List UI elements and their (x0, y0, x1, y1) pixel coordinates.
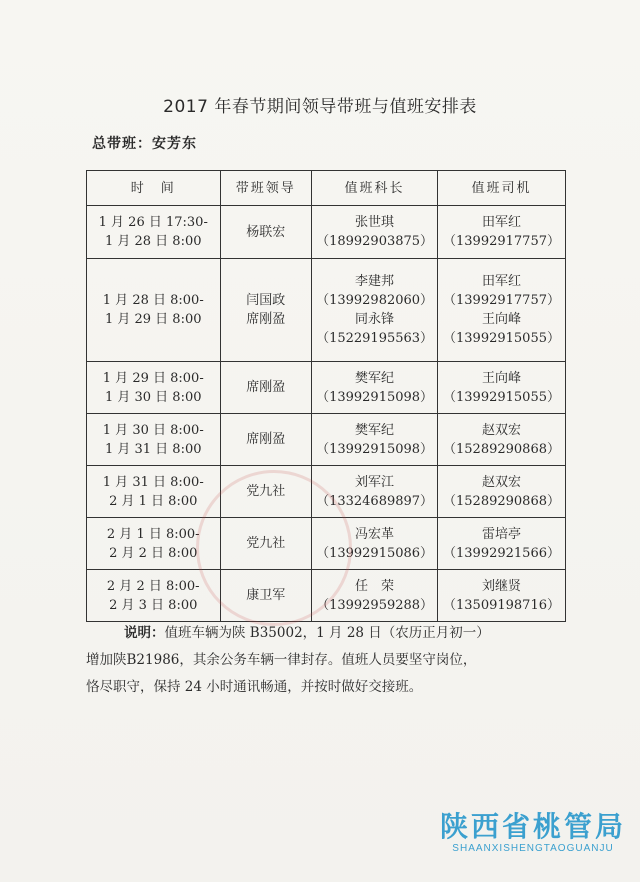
time-end: 2 月 1 日 8:00 (109, 493, 198, 509)
time-cell (87, 570, 221, 622)
leader-cell (220, 259, 312, 362)
document-title: 2017 年春节期间领导带班与值班安排表 (163, 97, 477, 117)
chief-name: 樊军纪 (355, 422, 395, 438)
chief-phone: （15229195563） (316, 331, 434, 346)
section-chief-cell (312, 414, 438, 466)
driver-phone: （13992921566） (443, 545, 560, 561)
time-end: 1 月 30 日 8:00 (104, 389, 202, 405)
note-line: 恪尽职守，保持 24 小时通讯畅通，并按时做好交接班。 (86, 679, 423, 695)
chief-phone: （13324689897） (316, 493, 434, 509)
leader-cell (220, 414, 312, 466)
header-driver: 值班司机 (438, 171, 566, 206)
time-cell (87, 259, 221, 362)
leader-name: 党九社 (246, 536, 286, 551)
time-start: 1 月 31 日 8:00- (102, 474, 204, 490)
time-start: 2 月 1 日 8:00- (106, 526, 200, 542)
note-lead: 说明： (124, 625, 165, 641)
chief-phone: （13992959288） (316, 597, 434, 613)
section-chief-cell (312, 570, 438, 622)
chief-phone: （18992903875） (316, 234, 434, 249)
driver-name: 田军红 (482, 274, 522, 289)
section-chief-cell (312, 466, 438, 518)
driver-name: 赵双宏 (482, 474, 522, 490)
leader-cell (220, 518, 312, 570)
driver-phone: （15289290868） (443, 441, 560, 457)
section-chief-cell (312, 362, 438, 414)
time-start: 1 月 30 日 8:00- (102, 422, 204, 438)
driver-phone: （13509198716） (443, 597, 560, 613)
chief-phone: （13992915098） (316, 441, 434, 457)
driver-cell (438, 518, 566, 570)
time-cell (87, 466, 221, 518)
driver-phone: （13992917757） (443, 293, 560, 308)
leader-name: 康卫军 (246, 588, 286, 603)
driver-name: 王向峰 (482, 312, 522, 327)
note-line: 值班车辆为陕 B35002，1 月 28 日（农历正月初一） (164, 625, 490, 641)
table-row (87, 414, 566, 466)
driver-cell (438, 259, 566, 362)
watermark-chinese: 陕西省桃管局 (439, 810, 626, 843)
chief-phone: （13992915086） (316, 545, 434, 561)
time-end: 1 月 28 日 8:00 (104, 234, 202, 249)
driver-cell (438, 466, 566, 518)
leader-cell (220, 466, 312, 518)
time-cell (87, 518, 221, 570)
header-leader: 带班领导 (220, 171, 312, 206)
leader-name: 席刚盈 (246, 380, 286, 395)
table-header-row (87, 171, 566, 206)
header-section-chief: 值班科长 (312, 171, 438, 206)
chief-on-duty: 总带班：安芳东 (92, 136, 197, 152)
driver-name: 田军红 (482, 215, 522, 230)
leader-name: 席刚盈 (246, 432, 286, 447)
time-start: 1 月 26 日 17:30- (98, 215, 208, 230)
driver-cell (438, 362, 566, 414)
leader-cell (220, 206, 312, 259)
driver-name: 雷培亭 (482, 526, 522, 542)
section-chief-cell (312, 518, 438, 570)
chief-name: 张世琪 (355, 215, 395, 230)
leader-cell (220, 362, 312, 414)
time-end: 2 月 2 日 8:00 (109, 545, 198, 561)
leader-name: 党九社 (246, 484, 286, 499)
time-start: 2 月 2 日 8:00- (106, 578, 200, 594)
table-row (87, 362, 566, 414)
driver-cell (438, 570, 566, 622)
driver-name: 刘继贤 (482, 578, 522, 594)
time-end: 2 月 3 日 8:00 (109, 597, 198, 613)
driver-name: 赵双宏 (482, 422, 522, 438)
chief-name: 任 荣 (355, 578, 395, 594)
note-line: 增加陕B21986，其余公务车辆一律封存。值班人员要坚守岗位， (86, 652, 477, 668)
table-row (87, 206, 566, 259)
time-start: 1 月 28 日 8:00- (102, 293, 204, 308)
chief-name: 李建邦 (355, 274, 395, 289)
time-cell (87, 414, 221, 466)
header-time: 时 间 (87, 171, 221, 206)
chief-phone: （13992915098） (316, 389, 434, 405)
chief-name: 同永锋 (355, 312, 395, 327)
leader-name: 杨联宏 (246, 224, 286, 240)
driver-cell (438, 414, 566, 466)
chief-name: 刘军江 (355, 474, 395, 490)
time-end: 1 月 29 日 8:00 (104, 312, 202, 327)
table-row (87, 518, 566, 570)
time-cell (87, 206, 221, 259)
section-chief-cell (312, 259, 438, 362)
leader-name: 席刚盈 (246, 312, 286, 327)
table-row (87, 466, 566, 518)
time-start: 1 月 29 日 8:00- (102, 370, 204, 386)
site-watermark-logo (440, 805, 626, 854)
time-end: 1 月 31 日 8:00 (104, 441, 202, 457)
driver-phone: （13992915055） (443, 389, 560, 405)
time-cell (87, 362, 221, 414)
section-chief-cell (312, 206, 438, 259)
chief-name: 樊军纪 (355, 370, 395, 386)
driver-phone: （13992917757） (443, 234, 560, 249)
driver-name: 王向峰 (482, 370, 522, 386)
watermark-pinyin: SHAANXISHENGTAOGUANJU (452, 843, 614, 854)
driver-phone: （15289290868） (443, 493, 560, 509)
leader-cell (220, 570, 312, 622)
table-row (87, 570, 566, 622)
chief-phone: （13992982060） (316, 293, 434, 308)
driver-cell (438, 206, 566, 259)
table-row (87, 259, 566, 362)
duty-schedule-table (86, 170, 566, 622)
driver-phone: （13992915055） (443, 331, 560, 346)
note-paragraph (86, 620, 570, 701)
chief-name: 冯宏革 (355, 526, 395, 542)
leader-name: 闫国政 (246, 293, 286, 308)
